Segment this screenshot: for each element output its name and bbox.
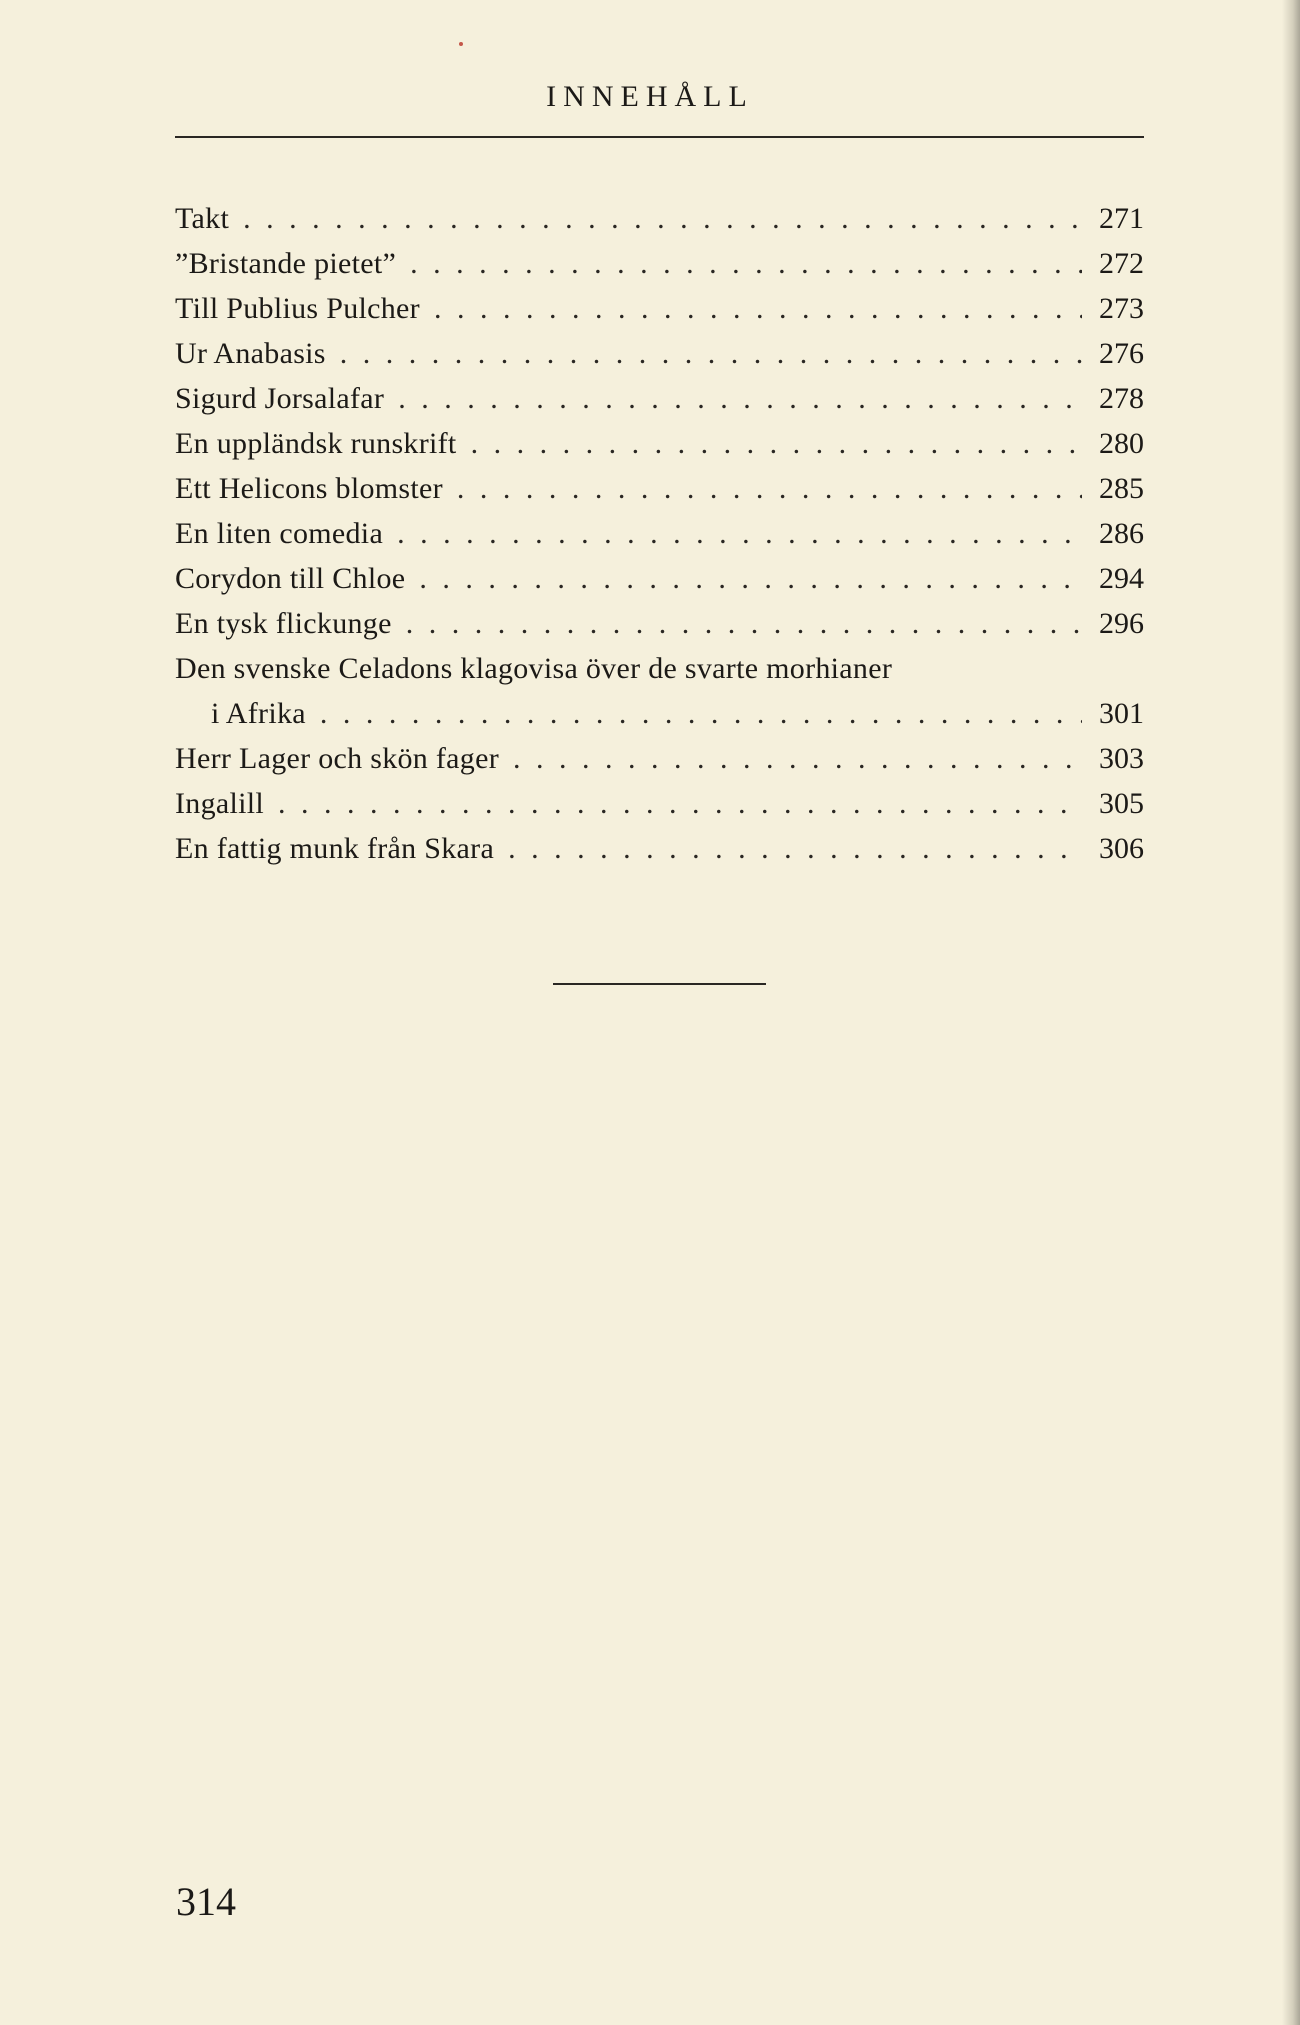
toc-entry-title: Takt [175,202,230,235]
toc-entry [175,781,1144,826]
toc-entry-title: En uppländsk runskrift [175,427,457,460]
section-end-rule [553,983,766,985]
toc-entry [175,331,1144,376]
toc-entry-page: 294 [1099,562,1144,595]
dot-leader [457,466,1082,511]
toc-entry-multiline-start [175,646,1144,691]
ink-speck [459,42,463,46]
toc-entry-page: 301 [1099,697,1144,730]
toc-entry-page: 278 [1099,382,1144,415]
toc-entry-page: 280 [1099,427,1144,460]
dot-leader [243,196,1082,241]
toc-entry-page: 286 [1099,517,1144,550]
toc-entry [175,601,1144,646]
toc-entry [175,466,1144,511]
toc-entry-title: En tysk flickunge [175,607,392,640]
dot-leader [320,691,1082,736]
dot-leader [398,376,1082,421]
toc-entry-title: Den svenske Celadons klagovisa över de svarte morhianer [175,652,893,685]
toc-entry-title: Ingalill [175,787,265,820]
dot-leader [508,826,1082,871]
header-rule [175,136,1144,138]
toc-entry [175,196,1144,241]
toc-entry [175,736,1144,781]
page-title: INNEHÅLL [546,80,754,113]
toc-entry [175,556,1144,601]
toc-entry-page: 273 [1099,292,1144,325]
dot-leader [406,601,1082,646]
toc-entry-title: Ett Helicons blomster [175,472,443,505]
toc-entry [175,421,1144,466]
toc-entry-title: ”Bristande pietet” [175,247,397,280]
dot-leader [410,241,1082,286]
toc-entry-page: 303 [1099,742,1144,775]
toc-entry-page: 306 [1099,832,1144,865]
toc-entry [175,286,1144,331]
dot-leader [278,781,1082,826]
page-number: 314 [176,1879,236,1924]
toc-entry-title: Ur Anabasis [175,337,326,370]
toc-entry [175,826,1144,871]
dot-leader [513,736,1082,781]
dot-leader [419,556,1082,601]
dot-leader [397,511,1082,556]
toc-entry-title: En fattig munk från Skara [175,832,495,865]
table-of-contents [175,196,1144,871]
page-edge-shadow [1282,0,1300,2025]
toc-entry [175,376,1144,421]
toc-entry [175,511,1144,556]
toc-entry-title: Corydon till Chloe [175,562,406,595]
dot-leader [471,421,1082,466]
toc-entry-page: 272 [1099,247,1144,280]
toc-entry-page: 285 [1099,472,1144,505]
toc-entry-multiline-end [175,691,1144,736]
toc-entry-page: 276 [1099,337,1144,370]
toc-entry-title: Herr Lager och skön fager [175,742,500,775]
toc-entry-title: Sigurd Jorsalafar [175,382,385,415]
toc-entry-page: 296 [1099,607,1144,640]
dot-leader [340,331,1082,376]
toc-entry [175,241,1144,286]
toc-entry-title: Till Publius Pulcher [175,292,420,325]
toc-entry-page: 305 [1099,787,1144,820]
dot-leader [434,286,1082,331]
toc-entry-page: 271 [1099,202,1144,235]
toc-entry-title: i Afrika [211,697,306,730]
toc-entry-title: En liten comedia [175,517,384,550]
